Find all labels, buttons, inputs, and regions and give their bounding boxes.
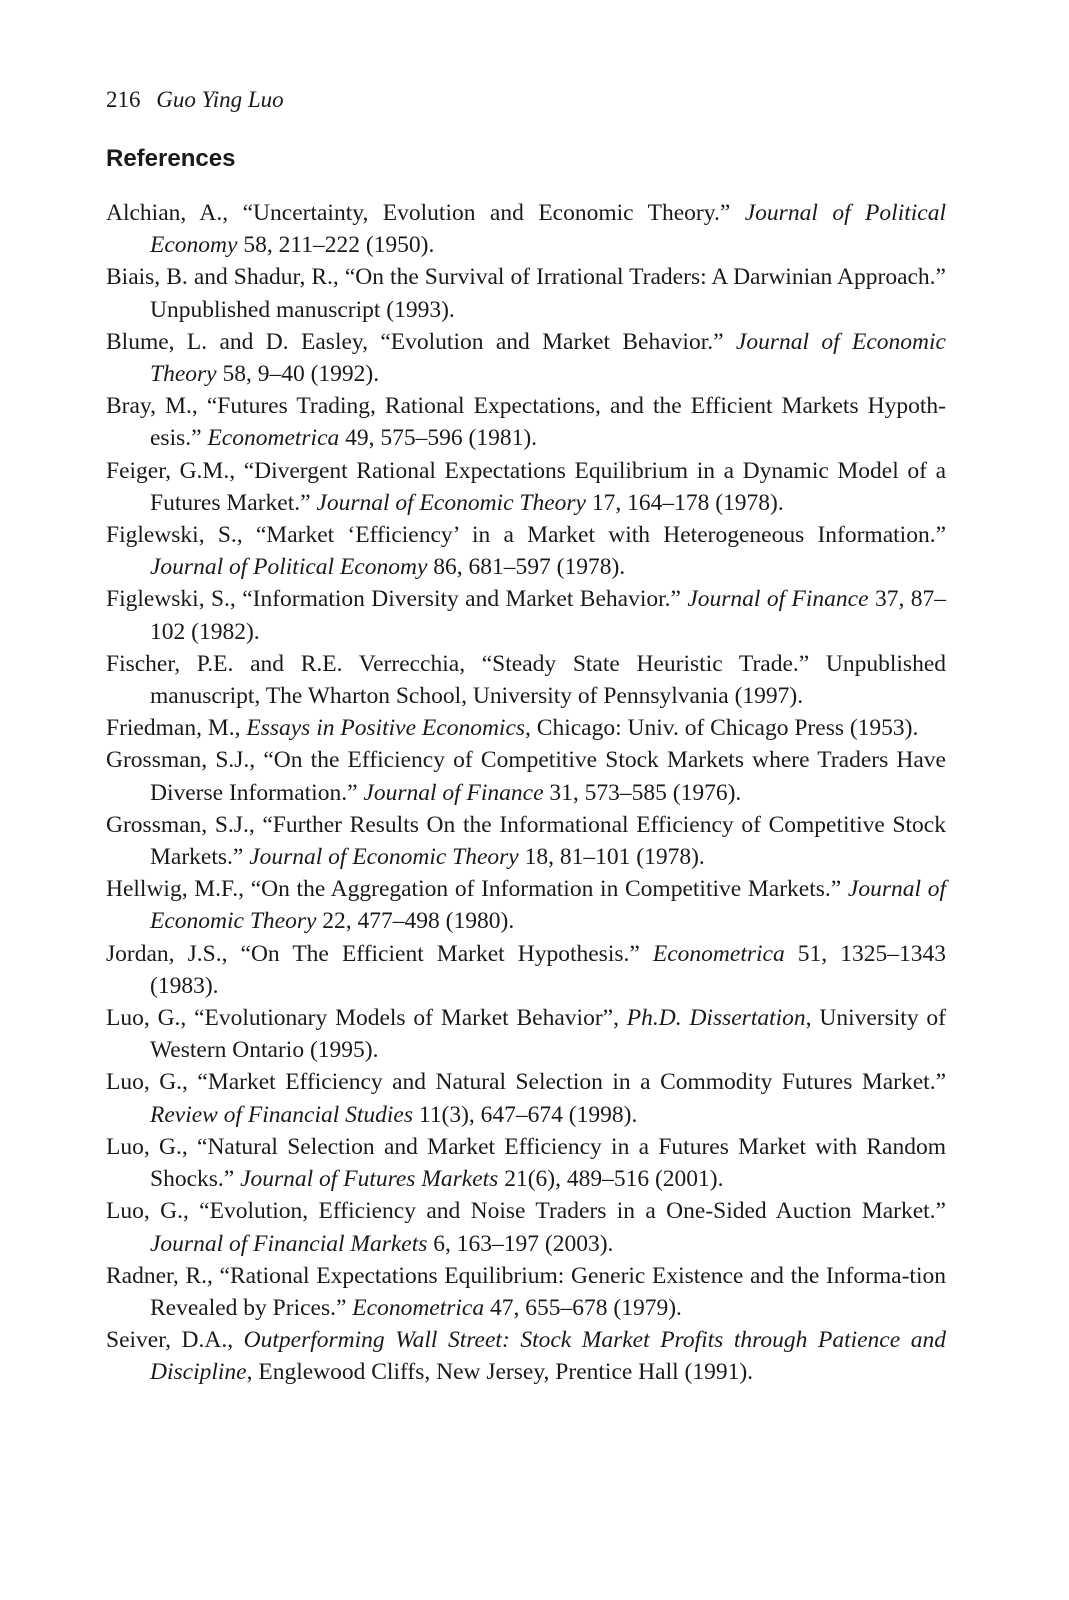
reference-details: 18, 81–101 (1978). [518, 844, 705, 871]
reference-source-title: Outperforming Wall Street: Stock Market Profits through Patience and Discipline [150, 1327, 946, 1386]
reference-details: 22, 477–498 (1980). [316, 908, 515, 935]
reference-entry [106, 583, 946, 647]
reference-source-title: Journal of Political Economy [150, 554, 428, 581]
reference-source-title: Journal of Economic Theory [150, 328, 946, 388]
reference-entry [106, 1195, 946, 1259]
reference-text: Luo, G., “Natural Selection and Market Efficiency in a Futures Market with Random Shocks.” [106, 1133, 946, 1193]
reference-entry [106, 1131, 946, 1195]
reference-list [106, 197, 946, 1389]
reference-text: Grossman, S.J., “On the Efficiency of Competitive Stock Markets where Traders Have Diverse Information.” [106, 747, 946, 806]
reference-text: Luo, G., “Market Efficiency and Natural Selection in a Commodity Futures Market.” [106, 1069, 946, 1096]
reference-source-title: Essays in Positive Economics [246, 715, 526, 742]
reference-details: 6, 163–197 (2003). [427, 1230, 614, 1257]
reference-entry [106, 326, 946, 390]
reference-entry [106, 873, 946, 937]
reference-details: 37, 87–102 (1982). [150, 586, 946, 645]
reference-entry [106, 1066, 946, 1130]
reference-source-title: Econometrica [207, 425, 340, 452]
reference-details: 31, 573–585 (1976). [543, 779, 742, 806]
reference-source-title: Econometrica [352, 1294, 485, 1321]
reference-entry [106, 744, 946, 808]
reference-details: 51, 1325–1343 (1983). [150, 940, 947, 999]
reference-text: Alchian, A., “Uncertainty, Evolution and Economic Theory.” [106, 200, 745, 226]
reference-source-title: Journal of Economic Theory [150, 876, 946, 935]
reference-source-title: Journal of Finance [687, 586, 869, 613]
reference-entry [106, 261, 946, 325]
reference-text: Figlewski, S., “Information Diversity and Market Behavior.” [106, 586, 688, 613]
reference-details: 47, 655–678 (1979). [484, 1294, 682, 1321]
reference-entry [106, 809, 946, 873]
reference-details: 11(3), 647–674 (1998). [413, 1101, 638, 1128]
reference-text: Biais, B. and Shadur, R., “On the Survival of Irrational Traders: A Darwinian Approach.” Unpublished manuscript (1993). [106, 264, 946, 323]
reference-text: Figlewski, S., “Market ‘Efficiency’ in a Market with Heterogeneous Information.” [106, 522, 946, 549]
reference-entry [106, 390, 946, 454]
reference-text: Grossman, S.J., “Further Results On the Informational Efficiency of Competitive Stock Markets.” [106, 811, 946, 871]
reference-details: 86, 681–597 (1978). [427, 554, 626, 581]
reference-text: Blume, L. and D. Easley, “Evolution and Market Behavior.” [106, 328, 736, 355]
reference-source-title: Journal of Economic Theory [316, 489, 586, 516]
reference-text: Hellwig, M.F., “On the Aggregation of Information in Competitive Markets.” [106, 876, 848, 903]
reference-source-title: Journal of Financial Markets [150, 1230, 428, 1257]
reference-source-title: Ph.D. Dissertation [626, 1005, 806, 1032]
reference-entry [106, 519, 946, 583]
book-page [106, 84, 946, 1389]
reference-source-title: Journal of Economic Theory [249, 844, 519, 871]
reference-source-title: Journal of Political Economy [150, 200, 946, 259]
reference-source-title: Journal of Finance [363, 779, 544, 806]
reference-entry [106, 1002, 946, 1066]
reference-source-title: Journal of Futures Markets [240, 1166, 499, 1193]
reference-entry [106, 938, 946, 1002]
reference-text: Luo, G., “Evolution, Efficiency and Noise Traders in a One-Sided Auction Market.” [106, 1198, 946, 1225]
reference-text: Fischer, P.E. and R.E. Verrecchia, “Steady State Heuristic Trade.” Unpublished manuscript, The Wharton School, University of Pennsylvania (1997). [106, 650, 946, 710]
reference-entry [106, 648, 946, 712]
running-head-author: Guo Ying Luo [156, 87, 284, 112]
reference-source-title: Review of Financial Studies [150, 1101, 414, 1128]
section-heading: References [106, 145, 236, 172]
running-head [106, 84, 946, 116]
reference-entry [106, 1324, 946, 1388]
reference-details: 21(6), 489–516 (2001). [498, 1166, 724, 1193]
reference-entry [106, 455, 946, 519]
reference-text: Luo, G., “Evolutionary Models of Market Behavior”, [106, 1005, 627, 1032]
reference-details: 17, 164–178 (1978). [585, 489, 784, 516]
reference-text: Radner, R., “Rational Expectations Equilibrium: Generic Existence and the Informa-tion Revealed by Prices.” [106, 1262, 946, 1321]
reference-entry [106, 712, 946, 744]
reference-text: Feiger, G.M., “Divergent Rational Expectations Equilibrium in a Dynamic Model of a Futures Market.” [106, 457, 946, 516]
reference-text: Friedman, M., [106, 715, 247, 742]
reference-details: 49, 575–596 (1981). [339, 425, 538, 452]
reference-entry [106, 1260, 946, 1324]
reference-details: 58, 9–40 (1992). [216, 361, 380, 388]
reference-source-title: Econometrica [652, 940, 785, 967]
reference-entry [106, 197, 946, 261]
reference-text: Bray, M., “Futures Trading, Rational Expectations, and the Efficient Markets Hypoth-esis.” [106, 393, 946, 452]
reference-text: Jordan, J.S., “On The Efficient Market Hypothesis.” [106, 940, 653, 967]
reference-details: , Chicago: Univ. of Chicago Press (1953). [525, 715, 919, 742]
page-number: 216 [106, 87, 141, 112]
reference-details: , Englewood Cliffs, New Jersey, Prentice Hall (1991). [246, 1359, 754, 1386]
reference-text: Seiver, D.A., [106, 1327, 244, 1354]
reference-details: 58, 211–222 (1950). [237, 232, 435, 259]
reference-details: , University of Western Ontario (1995). [150, 1005, 946, 1064]
